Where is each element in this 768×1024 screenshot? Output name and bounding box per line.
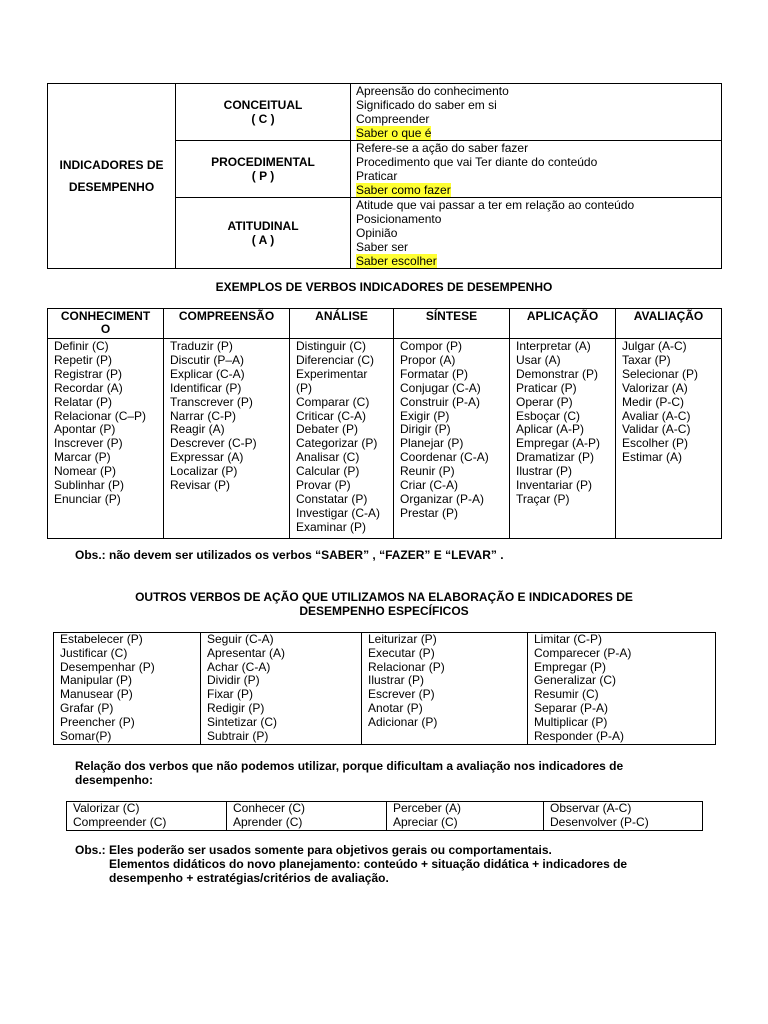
category-name: CONCEITUAL [223,98,303,112]
verb-item: Desenvolver (P-C) [550,814,649,829]
header-line: SÍNTESE [425,309,478,323]
verb-item: Observar (A-C) [550,801,632,815]
category-cell [176,141,351,198]
category-code: ( P ) [251,169,275,183]
verb-list-cell [362,633,528,745]
obs-line: Elementos didáticos do novo planejamento: conteúdo + situação didática + indicadores de [109,857,628,871]
obs-line: desempenho + estratégias/critérios de avaliação. [109,871,389,885]
verb-item: Traçar (P) [516,491,570,506]
verb-item: Calcular (P) [296,464,360,479]
verb-item: Sintetizar (C) [207,714,278,729]
verb-item: Anotar (P) [368,700,423,715]
verb-item: Investigar (C-A) [296,505,381,520]
column-header [616,309,722,339]
verb-item: Registrar (P) [54,366,123,381]
verb-item: Generalizar (C) [534,673,617,688]
header-line: CONHECIMENT [60,309,151,323]
relation-line: Relação dos verbos que não podemos utilizar, porque dificultam a avaliação nos indicadores de [75,759,624,773]
verb-list-cell [201,633,362,745]
verb-item: Escolher (P) [622,436,689,451]
category-description [351,84,722,141]
verb-list-cell [544,802,703,831]
verb-item: Recordar (A) [54,380,123,395]
verb-list-cell [510,339,616,539]
verb-item: Constatar (P) [296,491,368,506]
verb-item: Operar (P) [516,394,573,409]
verb-item: Inscrever (P) [54,436,123,451]
verb-item: Analisar (C) [296,450,360,465]
verb-item: Construir (P-A) [400,394,481,409]
verb-item: Responder (P-A) [534,728,625,743]
verb-item: Avaliar (A-C) [622,408,691,423]
verb-item: Dramatizar (P) [516,450,595,465]
verb-item: Demonstrar (P) [516,366,599,381]
verb-item: Organizar (P-A) [400,491,485,506]
verb-item: Manipular (P) [60,673,133,688]
verb-item: Interpretar (A) [516,339,591,353]
verb-list-cell [616,339,722,539]
verb-item: Compreender (C) [73,814,167,829]
verb-item: Executar (P) [368,645,435,660]
indicators-label-line: DESEMPENHO [68,180,155,194]
title-line: DESEMPENHO ESPECÍFICOS [299,604,469,618]
verb-item: Grafar (P) [60,700,114,715]
verb-item: Experimentar [296,366,368,381]
verb-item: Valorizar (C) [73,801,140,815]
category-cell [176,198,351,269]
verb-item: Comparecer (P-A) [534,645,632,660]
verb-item: Desempenhar (P) [60,659,155,674]
column-header [510,309,616,339]
verb-list-cell [54,633,201,745]
verb-item: Diferenciar (C) [296,352,375,367]
header-line: ANÁLISE [315,309,368,323]
verb-item: Somar(P) [60,728,112,743]
verb-item: Julgar (A-C) [622,339,687,353]
verb-item: Relacionar (P) [368,659,445,674]
verb-item: Distinguir (C) [296,339,367,353]
category-description [351,198,722,269]
column-header [290,309,394,339]
verb-item: Seguir (C-A) [207,632,274,646]
indicators-label-cell [48,84,176,269]
verb-item: Justificar (C) [60,645,128,660]
verb-item: Localizar (P) [170,464,238,479]
verb-item: Medir (P-C) [622,394,684,409]
verb-item: Comparar (C) [296,394,370,409]
verb-item: Criar (C-A) [400,478,458,493]
verb-item: Praticar (P) [516,380,577,395]
verb-item: Selecionar (P) [622,366,699,381]
verb-item: Sublinhar (P) [54,478,125,493]
verb-item: Adicionar (P) [368,714,438,729]
verb-item: Definir (C) [54,339,109,353]
verb-item: Escrever (P) [368,687,435,702]
category-name: ATITUDINAL [227,219,299,233]
verb-item: Leiturizar (P) [368,632,437,646]
verb-item: Provar (P) [296,478,351,493]
section-title-verb-examples: EXEMPLOS DE VERBOS INDICADORES DE DESEMPENHO [215,280,553,294]
verb-item: Fixar (P) [207,687,253,702]
verb-examples-table [47,308,722,539]
verb-item: Traduzir (P) [170,339,233,353]
verb-item: Criticar (C-A) [296,408,366,423]
verb-list-cell [67,802,227,831]
verb-item: Reagir (A) [170,422,225,437]
verb-item: Esboçar (C) [516,408,581,423]
category-code: ( C ) [251,112,275,126]
highlighted-line: Saber o que é [356,126,432,140]
verb-item: Revisar (P) [170,478,231,493]
description-line: Saber ser [356,240,409,254]
verb-item: Aplicar (A-P) [516,422,585,437]
verb-item: Separar (P-A) [534,700,609,715]
other-verbs-table [53,632,716,745]
verb-item: Marcar (P) [54,450,111,465]
verb-item: Inventariar (P) [516,478,593,493]
verb-item: Apontar (P) [54,422,116,437]
verb-item: Limitar (C-P) [534,632,602,646]
highlighted-line: Saber como fazer [356,183,451,197]
verb-item: Perceber (A) [393,801,462,815]
category-description [351,141,722,198]
verb-list-cell [394,339,510,539]
obs-final-notes [75,843,695,885]
verb-item: Estimar (A) [622,450,682,465]
relation-line: desempenho: [75,772,154,787]
verb-item: Aprender (C) [233,814,303,829]
verb-item: Subtrair (P) [207,728,269,743]
description-line: Compreender [356,112,430,126]
verb-list-cell [290,339,394,539]
description-line: Significado do saber em si [356,98,497,112]
description-line: Atitude que vai passar a ter em relação ao conteúdo [356,198,635,212]
verb-item: Validar (A-C) [622,422,691,437]
verb-item: Apresentar (A) [207,645,286,660]
relation-text [75,760,623,787]
title-line: OUTROS VERBOS DE AÇÃO QUE UTILIZAMOS NA ELABORAÇÃO E INDICADORES DE [135,590,633,604]
verb-item: Repetir (P) [54,352,113,367]
indicators-label-line: INDICADORES DE [59,158,164,172]
verb-item: Resumir (C) [534,687,599,702]
forbidden-verbs-table [66,801,703,831]
verb-item: Multiplicar (P) [534,714,608,729]
verb-item: Preencher (P) [60,714,135,729]
obs-line: Eles poderão ser usados somente para objetivos gerais ou comportamentais. [109,843,552,857]
category-cell [176,84,351,141]
verb-item: Discutir (P–A) [170,352,245,367]
verb-item: Explicar (C-A) [170,366,245,381]
verb-list-cell [48,339,164,539]
verb-item: Prestar (P) [400,505,459,520]
verb-item: Descrever (C-P) [170,436,257,451]
description-line: Procedimento que vai Ter diante do conteúdo [356,155,598,169]
verb-list-cell [528,633,716,745]
verb-item: Redigir (P) [207,700,265,715]
verb-item: Identificar (P) [170,380,242,395]
obs-label: Obs.: [75,843,106,857]
verb-item: Coordenar (C-A) [400,450,489,465]
verb-item: Nomear (P) [54,464,117,479]
verb-list-cell [387,802,544,831]
verb-item: (P) [296,380,312,395]
category-code: ( A ) [251,233,275,247]
verb-item: Empregar (A-P) [516,436,601,451]
header-line: O [100,322,111,336]
description-line: Apreensão do conhecimento [356,84,509,98]
description-line: Posicionamento [356,212,442,226]
performance-indicators-table [47,83,722,269]
verb-item: Compor (P) [400,339,463,353]
verb-item: Conhecer (C) [233,801,306,815]
category-name: PROCEDIMENTAL [211,155,315,169]
verb-item: Conjugar (C-A) [400,380,481,395]
description-line: Praticar [356,169,398,183]
column-header [394,309,510,339]
column-header [164,309,290,339]
verb-item: Ilustrar (P) [368,673,425,688]
verb-item: Dirigir (P) [400,422,451,437]
verb-item: Ilustrar (P) [516,464,573,479]
verb-item: Estabelecer (P) [60,632,143,646]
highlighted-line: Saber escolher [356,254,437,268]
description-line: Opinião [356,226,398,240]
verb-item: Expressar (A) [170,450,244,465]
verb-item: Manusear (P) [60,687,133,702]
verb-item: Relacionar (C–P) [54,408,147,423]
verb-item: Narrar (C-P) [170,408,236,423]
column-header [48,309,164,339]
verb-item: Usar (A) [516,352,561,367]
verb-item: Debater (P) [296,422,359,437]
verb-item: Taxar (P) [622,352,671,367]
verb-item: Empregar (P) [534,659,607,674]
verb-item: Valorizar (A) [622,380,688,395]
verb-item: Relatar (P) [54,394,113,409]
verb-item: Formatar (P) [400,366,469,381]
verb-item: Enunciar (P) [54,491,121,506]
obs-forbidden-verbs: Obs.: não devem ser utilizados os verbos “SABER” , “FAZER” E “LEVAR” . [75,548,504,562]
verb-item: Dividir (P) [207,673,260,688]
verb-list-cell [164,339,290,539]
header-line: AVALIAÇÃO [633,309,704,323]
verb-item: Reunir (P) [400,464,455,479]
verb-item: Planejar (P) [400,436,464,451]
header-line: COMPREENSÃO [178,309,275,323]
verb-item: Categorizar (P) [296,436,378,451]
verb-list-cell [227,802,387,831]
verb-item: Examinar (P) [296,519,367,534]
verb-item: Propor (A) [400,352,456,367]
header-line: APLICAÇÃO [526,309,599,323]
description-line: Refere-se a ação do saber fazer [356,141,529,155]
verb-item: Transcrever (P) [170,394,253,409]
verb-item: Achar (C-A) [207,659,271,674]
section-title-other-verbs [0,590,768,618]
verb-item: Exigir (P) [400,408,450,423]
verb-item: Apreciar (C) [393,814,458,829]
